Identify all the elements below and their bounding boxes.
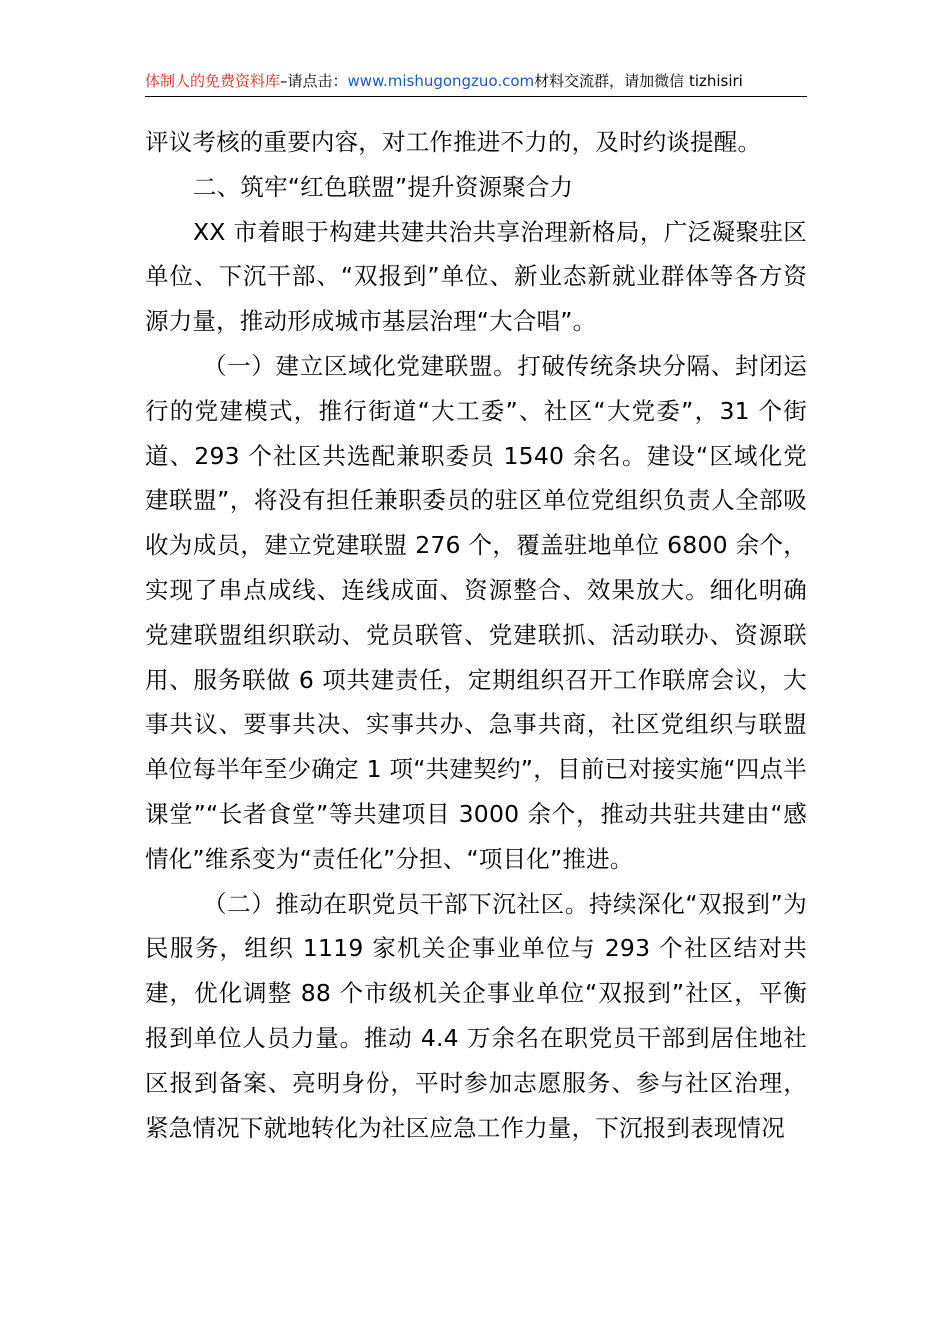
document-body bbox=[145, 120, 807, 1150]
header-note: 材料交流群，请加微信 tizhisiri bbox=[534, 72, 743, 90]
paragraph-continuation: 评议考核的重要内容，对工作推进不力的，及时约谈提醒。 bbox=[145, 128, 762, 156]
page-header bbox=[145, 68, 807, 97]
paragraph-intro: XX 市着眼于构建共建共治共享治理新格局，广泛凝聚驻区单位、下沉干部、“双报到”单位、新业态新就业群体等各方资源力量，推动形成城市基层治理“大合唱”。 bbox=[145, 217, 807, 336]
paragraph-subsection-2: （二）推动在职党员干部下沉社区。持续深化“双报到”为民服务，组织 1119 家机关企事业单位与 293 个社区结对共建，优化调整 88 个市级机关企事业单位“双报到”社区，平衡报到单位人员力量。推动 4.4 万余名在职党员干部到居住地社区报到备案、亮明身份，平时参加志愿服务、参与社区治理，紧急情况下就地转化为社区应急工作力量，下沉报到表现情况 bbox=[145, 889, 807, 1142]
section-heading: 二、筑牢“红色联盟”提升资源聚合力 bbox=[193, 172, 574, 201]
header-url-link[interactable]: www.mishugongzuo.com bbox=[347, 72, 535, 90]
header-prompt: –请点击： bbox=[280, 72, 348, 90]
paragraph-subsection-1: （一）建立区域化党建联盟。打破传统条块分隔、封闭运行的党建模式，推行街道“大工委”、社区“大党委”，31 个街道、293 个社区共选配兼职委员 1540 余名。建设“区域化党建联盟”，将没有担任兼职委员的驻区单位党组织负责人全部吸收为成员，建立党建联盟 276 个，覆盖驻地单位 6800 余个，实现了串点成线、连线成面、资源整合、效果放大。细化明确党建联盟组织联动、党员联管、党建联抓、活动联办、资源联用、服务联做 6 项共建责任，定期组织召开工作联席会议，大事共议、要事共决、实事共办、急事共商，社区党组织与联盟单位每半年至少确定 1 项“共建契约”，目前已对接实施“四点半课堂”“长者食堂”等共建项目 3000 余个，推动共驻共建由“感情化”维系变为“责任化”分担、“项目化”推进。 bbox=[145, 351, 807, 873]
header-brand: 体制人的免费资料库 bbox=[145, 72, 281, 90]
